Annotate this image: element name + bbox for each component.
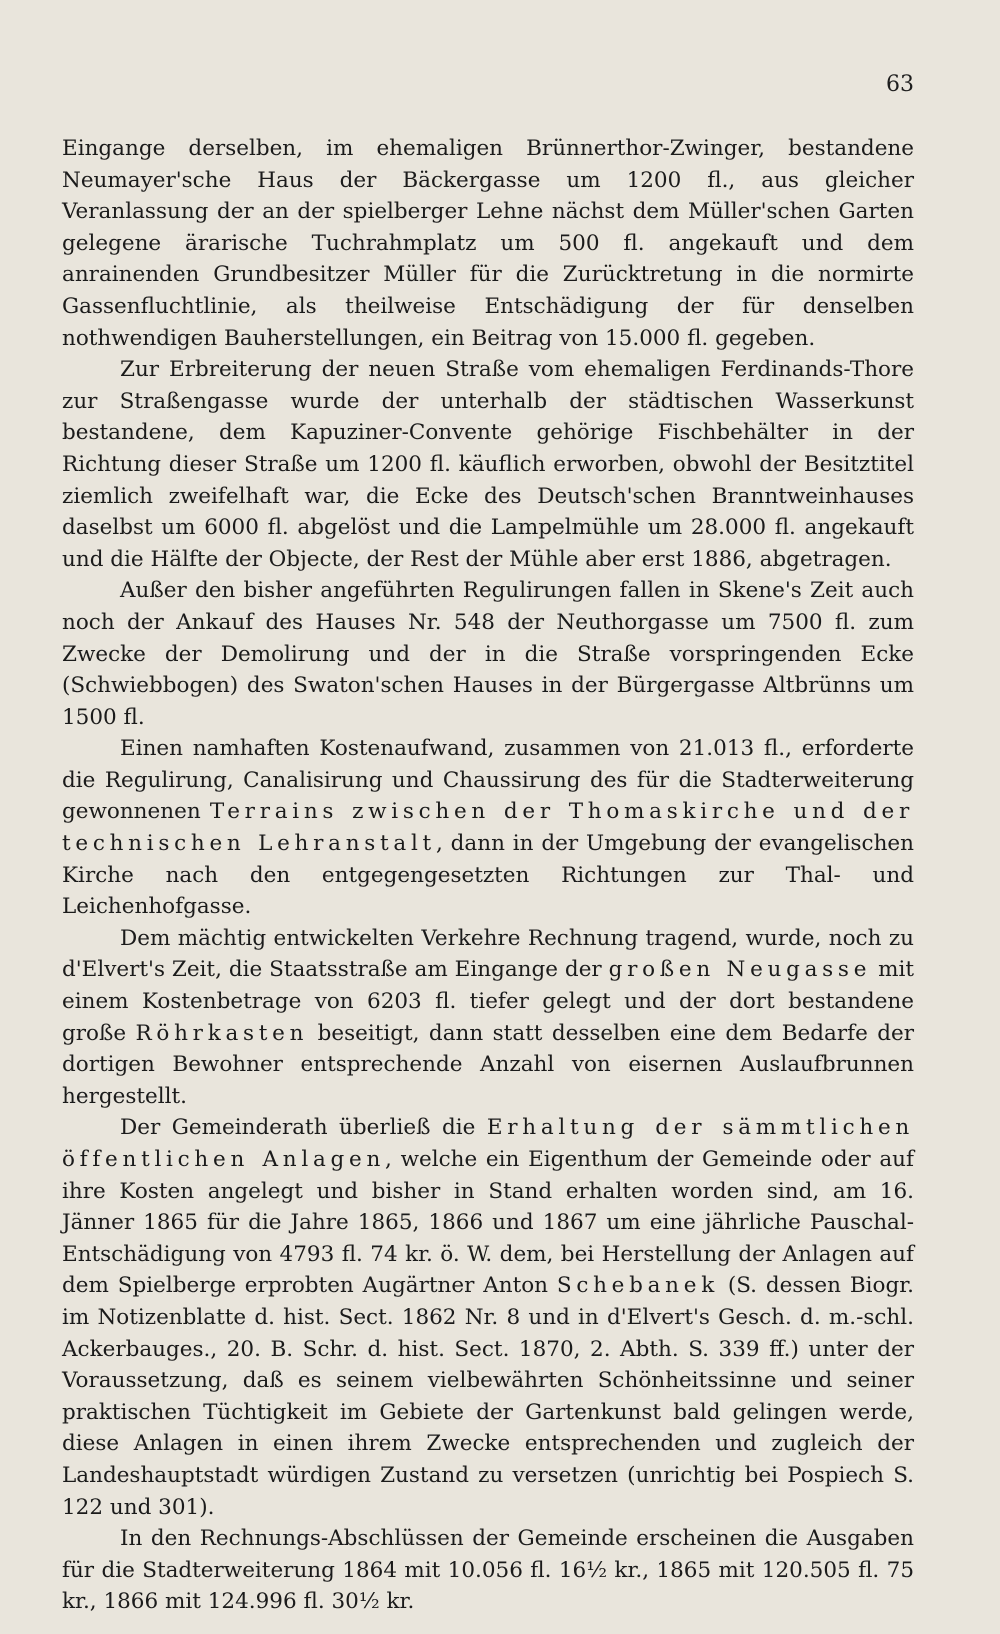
text-segment: Der Gemeinderath überließ die bbox=[120, 1115, 487, 1141]
text-segment: Zur Erbreiterung der neuen Straße vom ehemaligen Ferdinands-Thore zur Straßengasse wurde der unterhalb der städtischen Wasserkunst bestandene, dem Kapuziner-Convente gehörige Fischbehälter in der Richtung dieser Straße um 1200 fl. käuflich erworben, obwohl der Besitztitel ziemlich zweifelhaft war, die Ecke des Deutsch'schen Branntweinhauses daselbst um 6000 fl. abgelöst und die Lampelmühle um 28.000 fl. angekauft und die Hälfte der Objecte, der Rest der Mühle aber erst 1886, abgetragen. bbox=[62, 357, 914, 572]
page-number: 63 bbox=[886, 72, 914, 97]
text-segment: mit einem Kostenbetrage von 6203 fl. tiefer gelegt und der dort bestandene große bbox=[62, 957, 914, 1046]
spaced-emphasis-text: Röhrkasten bbox=[135, 1020, 309, 1046]
spaced-emphasis-text: Terrains zwischen der Thomaskirche und der technischen Lehranstalt bbox=[62, 799, 914, 857]
paragraph bbox=[62, 1523, 914, 1618]
paragraph bbox=[62, 575, 914, 733]
paragraph bbox=[62, 133, 914, 354]
text-segment: , welche ein Eigenthum der Gemeinde oder auf ihre Kosten angelegt und bisher in Stand erhalten worden sind, am 16. Jänner 1865 für die Jahre 1865, 1866 und 1867 um eine jährliche Pauschal-Entschädigung von 4793 fl. 74 kr. ö. W. dem, bei Herstellung der Anlagen auf dem Spielberge erprobten Augärtner Anton bbox=[62, 1147, 914, 1299]
text-segment: Dem mächtig entwickelten Verkehre Rechnung tragend, wurde, noch zu d'Elvert's Zeit, die Staatsstraße am Eingange der bbox=[62, 925, 914, 983]
text-segment: beseitigt, dann statt desselben eine dem Bedarfe der dortigen Bewohner entsprechende Anzahl von eisernen Auslaufbrunnen hergestellt. bbox=[62, 1020, 914, 1109]
paragraph bbox=[62, 733, 914, 923]
text-segment: , dann in der Umgebung der evangelischen Kirche nach den entgegengesetzten Richtungen zur Thal- und Leichenhofgasse. bbox=[62, 831, 914, 920]
body-text bbox=[62, 133, 914, 1618]
paragraph bbox=[62, 923, 914, 1113]
text-segment: Außer den bisher angeführten Regulirungen fallen in Skene's Zeit auch noch der Ankauf des Hauses Nr. 548 der Neuthorgasse um 7500 fl. zum Zwecke der Demolirung und der in die Straße vorspringenden Ecke (Schwiebbogen) des Swaton'schen Hauses in der Bürgergasse Altbrünns um 1500 fl. bbox=[62, 578, 914, 730]
spaced-emphasis-text: Schebanek bbox=[556, 1273, 719, 1299]
paragraph bbox=[62, 354, 914, 575]
text-segment: (S. dessen Biogr. im Notizenblatte d. hist. Sect. 1862 Nr. 8 und in d'Elvert's Gesch. d. m.-schl. Ackerbauges., 20. B. Schr. d. hist. Sect. 1870, 2. Abth. S. 339 ff.) unter der Voraussetzung, daß es seinem vielbewährten Schönheitssinne und seiner praktischen Tüchtigkeit im Gebiete der Gartenkunst bald gelingen werde, diese Anlagen in einen ihrem Zwecke entsprechenden und zugleich der Landeshauptstadt würdigen Zustand zu versetzen (unrichtig bei Pospiech S. 122 und 301). bbox=[62, 1273, 914, 1520]
text-segment: In den Rechnungs-Abschlüssen der Gemeinde erscheinen die Ausgaben für die Stadterweiterung 1864 mit 10.056 fl. 16½ kr., 1865 mit 120.505 fl. 75 kr., 1866 mit 124.996 fl. 30½ kr. bbox=[62, 1526, 914, 1615]
spaced-emphasis-text: großen Neugasse bbox=[608, 957, 872, 983]
text-segment: Einen namhaften Kostenaufwand, zusammen von 21.013 fl., erforderte die Regulirung, Canalisirung und Chaussirung des für die Stadterweiterung gewonnenen bbox=[62, 736, 914, 825]
paragraph bbox=[62, 1112, 914, 1523]
spaced-emphasis-text: Erhaltung der sämmtlichen öffentlichen Anlagen bbox=[62, 1115, 914, 1172]
text-segment: Eingange derselben, im ehemaligen Brünnerthor-Zwinger, bestandene Neumayer'sche Haus der Bäckergasse um 1200 fl., aus gleicher Veranlassung der an der spielberger Lehne nächst dem Müller'schen Garten gelegene ärarische Tuchrahmplatz um 500 fl. angekauft und dem anrainenden Grundbesitzer Müller für die Zurücktretung in die normirte Gassenfluchtlinie, als theilweise Entschädigung der für denselben nothwendigen Bauherstellungen, ein Beitrag von 15.000 fl. gegeben. bbox=[62, 136, 914, 351]
